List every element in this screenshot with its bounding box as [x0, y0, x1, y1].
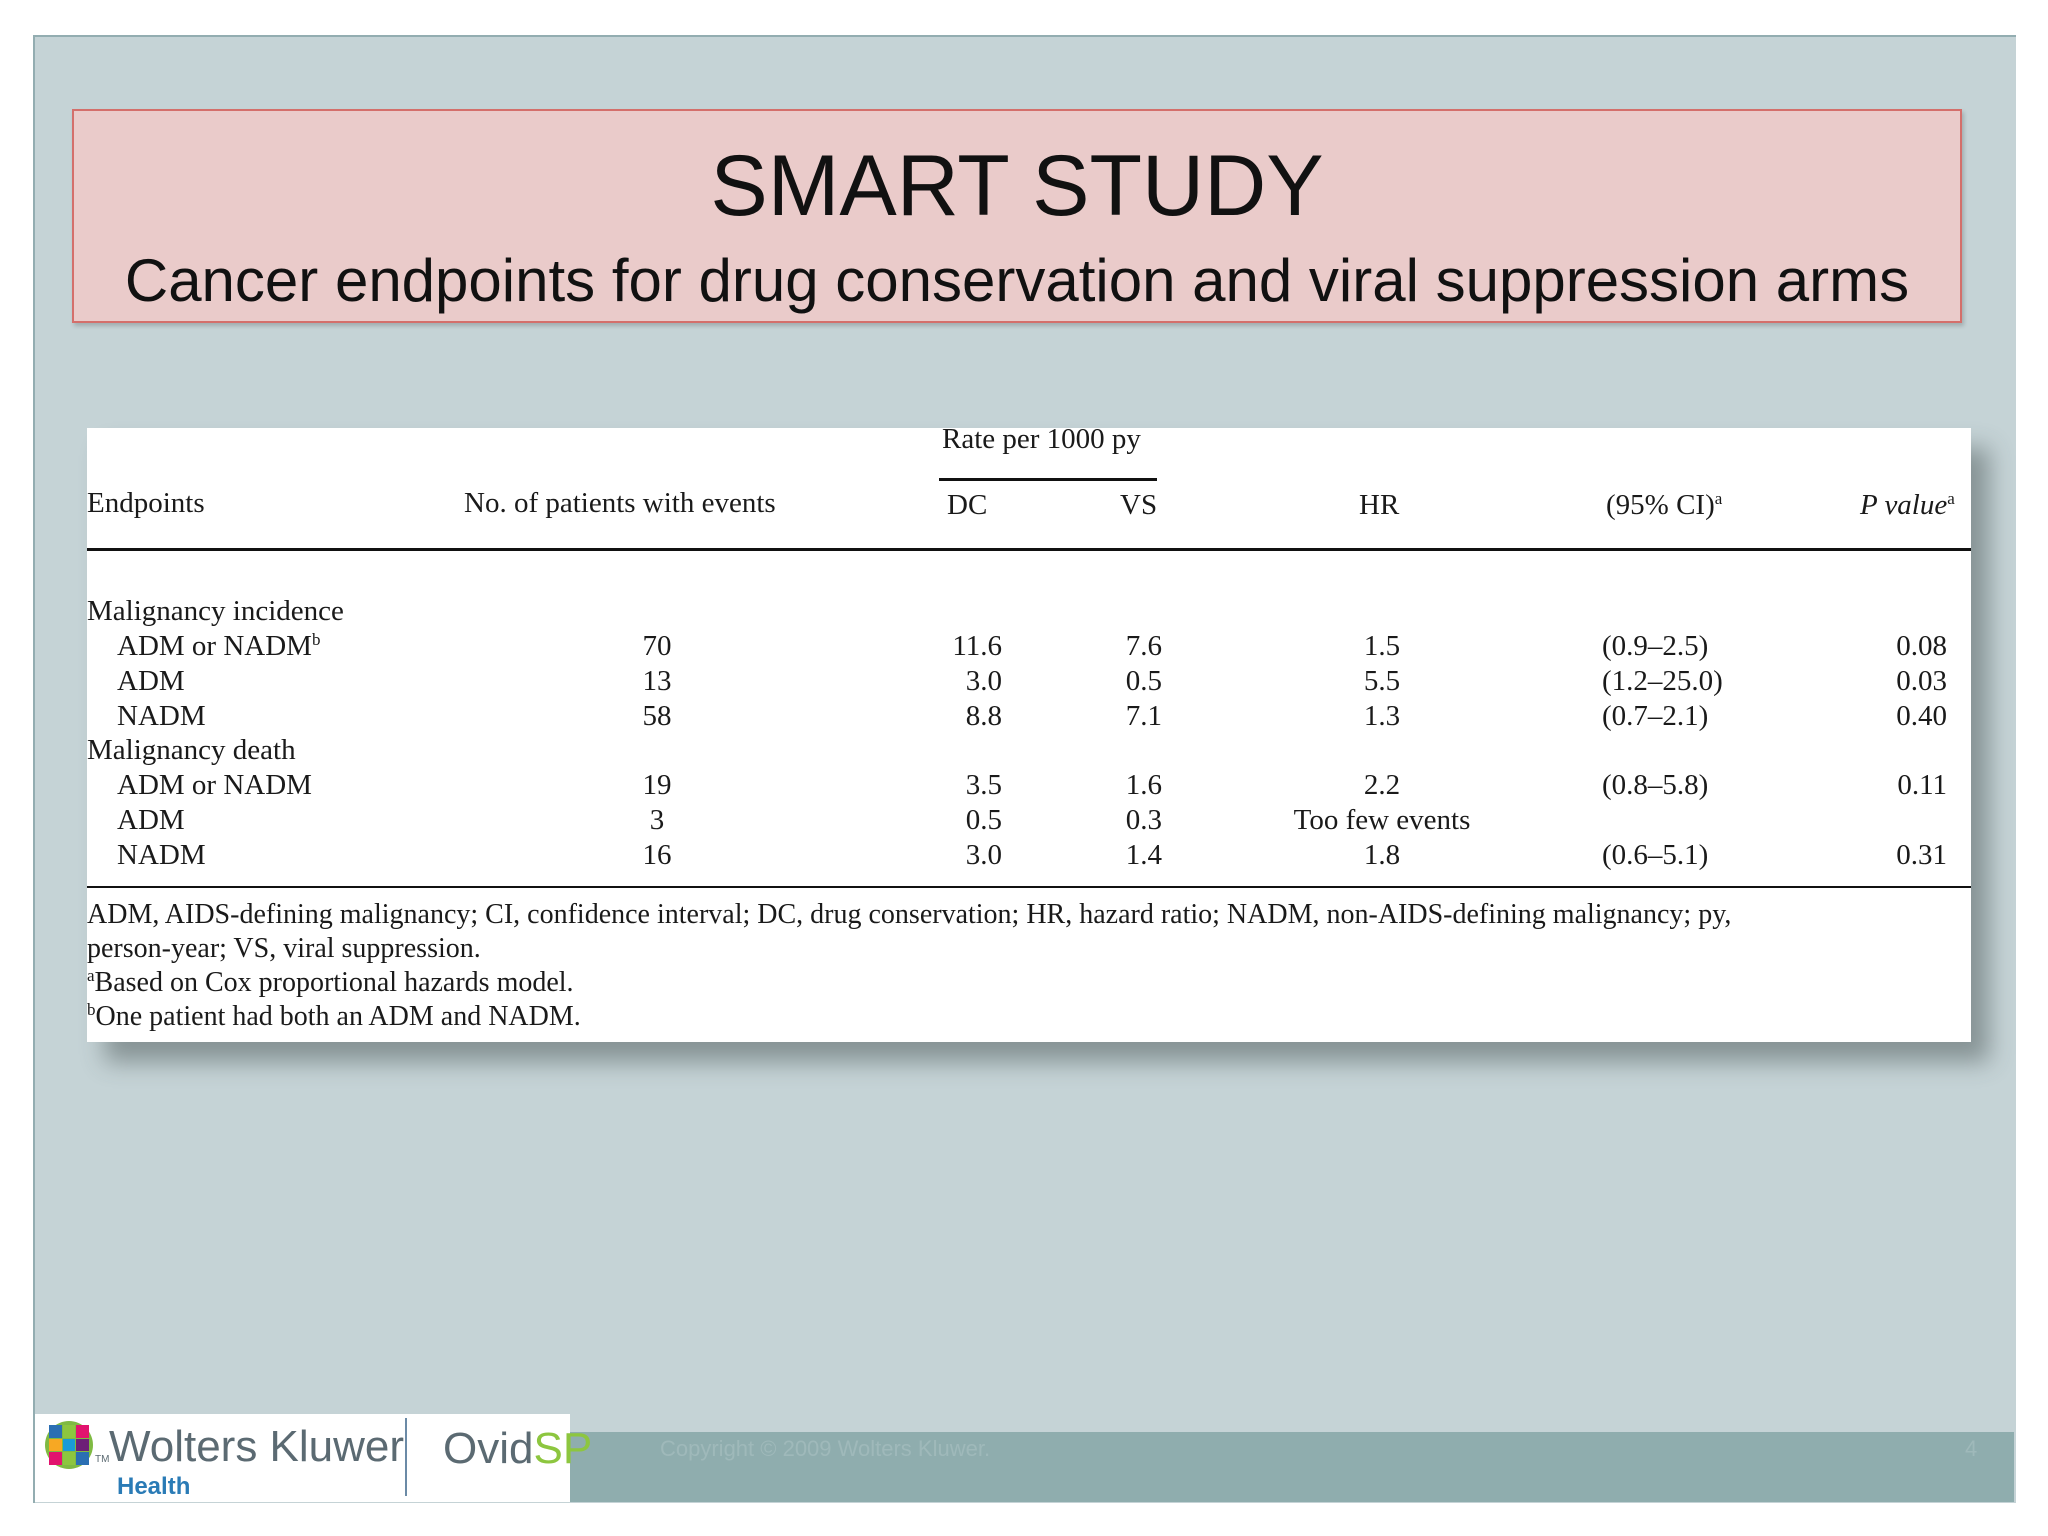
row-vs: 7.1: [1125, 700, 1162, 732]
row-p: 0.31: [1896, 839, 1947, 871]
row-endpoint: ADM: [117, 804, 185, 836]
row-vs: 1.6: [1125, 769, 1162, 801]
row-patients: 16: [642, 839, 672, 871]
row-endpoint: ADM or NADM$^b$: [117, 630, 321, 662]
section-label: Malignancy death: [87, 734, 296, 766]
row-dc: 3.0: [965, 839, 1002, 871]
row-dc: 3.0: [965, 665, 1002, 697]
row-ci: (0.6–5.1): [1602, 839, 1709, 871]
ovid-logo: OvidSP: [443, 1424, 593, 1473]
row-patients: 3: [649, 804, 665, 836]
row-vs: 1.4: [1125, 839, 1162, 871]
trademark-mark: TM: [95, 1454, 110, 1465]
header-ci: (95% CI)$^a$: [1606, 489, 1723, 521]
header-patients: No. of patients with events: [464, 487, 776, 519]
header-dc: DC: [947, 489, 988, 521]
row-vs: 7.6: [1125, 630, 1162, 662]
header-endpoints: Endpoints: [87, 487, 205, 519]
row-hr: 1.8: [1363, 839, 1401, 871]
row-dc: 0.5: [965, 804, 1002, 836]
copyright-text: Copyright © 2009 Wolters Kluwer.: [660, 1436, 991, 1461]
row-ci: (0.9–2.5): [1602, 630, 1709, 662]
page-number: 4: [1965, 1436, 1978, 1461]
row-patients: 19: [642, 769, 672, 801]
row-dc: 8.8: [965, 700, 1002, 732]
slide-subtitle: Cancer endpoints for drug conservation and viral suppression arms: [124, 247, 1910, 314]
rate-group-rule: [939, 478, 1157, 481]
header-rule: [87, 548, 1971, 551]
logo-name: Wolters Kluwer: [109, 1422, 405, 1471]
title-box: [72, 109, 1962, 323]
footer-rule: [87, 886, 1971, 888]
row-dc: 11.6: [952, 630, 1002, 662]
footnote-abbrev-2: person-year; VS, viral suppression.: [87, 933, 481, 964]
row-patients: 13: [642, 665, 672, 697]
header-vs: VS: [1120, 489, 1158, 521]
publisher-logo: [35, 1414, 593, 1502]
row-hr: 2.2: [1363, 769, 1401, 801]
row-hr: 1.5: [1363, 630, 1401, 662]
footnote-a: $^a$Based on Cox proportional hazards model.: [87, 966, 574, 998]
slide-title: SMART STUDY: [710, 138, 1324, 234]
logo-divider: [405, 1418, 407, 1496]
row-p: 0.40: [1896, 700, 1947, 732]
footnote-abbrev-1: ADM, AIDS-defining malignancy; CI, confidence interval; DC, drug conservation; HR, hazard ratio; NADM, non-AIDS-defining malignancy; py,: [87, 899, 1732, 930]
results-table: [87, 423, 1971, 1042]
row-dc: 3.5: [965, 769, 1002, 801]
table-footnotes: [87, 898, 1971, 1034]
row-p: 0.11: [1897, 769, 1947, 801]
header-p-value: P value$^a$: [1860, 489, 1955, 521]
row-patients: 70: [642, 630, 672, 662]
header-hr: HR: [1359, 489, 1400, 521]
rate-group-header: Rate per 1000 py: [942, 423, 1141, 455]
wolters-kluwer-globe-icon: [43, 1419, 95, 1471]
row-vs: 0.5: [1125, 665, 1162, 697]
row-hr: Too few events: [1293, 804, 1471, 836]
row-p: 0.08: [1896, 630, 1947, 662]
row-ci: (1.2–25.0): [1602, 665, 1723, 697]
row-endpoint: NADM: [117, 700, 206, 732]
row-vs: 0.3: [1125, 804, 1162, 836]
row-hr: 5.5: [1363, 665, 1401, 697]
row-ci: (0.8–5.8): [1602, 769, 1709, 801]
footnote-b: $^b$One patient had both an ADM and NADM.: [87, 1000, 581, 1032]
row-endpoint: NADM: [117, 839, 206, 871]
row-endpoint: ADM or NADM: [117, 769, 312, 801]
row-hr: 1.3: [1363, 700, 1401, 732]
row-ci: (0.7–2.1): [1602, 700, 1709, 732]
row-endpoint: ADM: [117, 665, 185, 697]
logo-sub: Health: [117, 1473, 191, 1500]
row-p: 0.03: [1896, 665, 1947, 697]
row-patients: 58: [642, 700, 672, 732]
section-label: Malignancy incidence: [87, 595, 344, 627]
